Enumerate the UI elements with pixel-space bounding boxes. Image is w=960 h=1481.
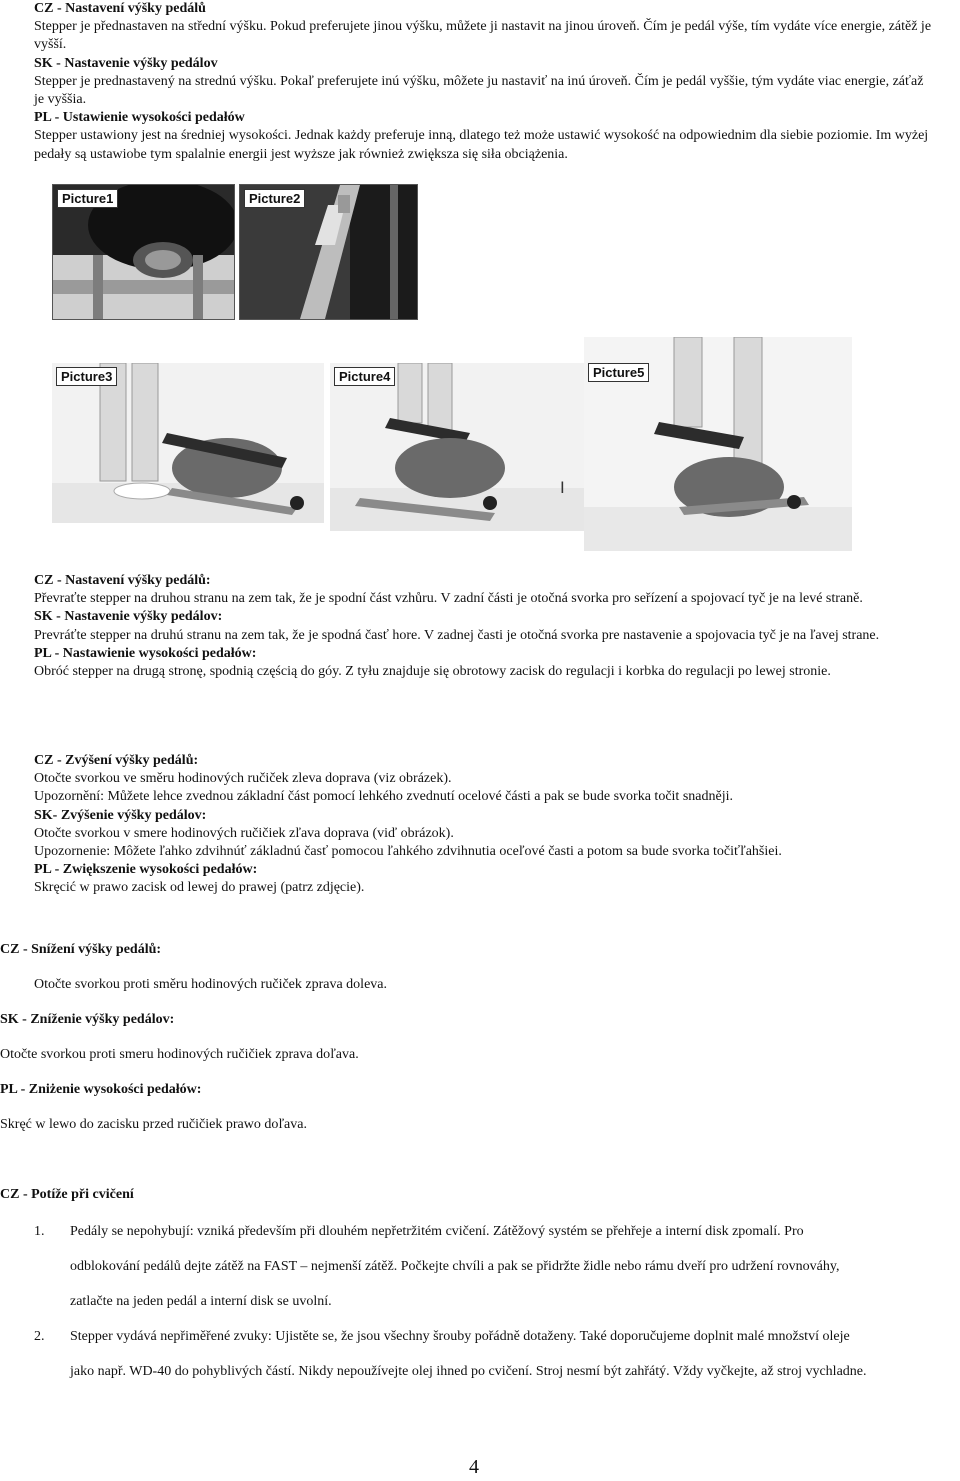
intro-pl-text: Stepper ustawiony jest na średniej wysokości. Jednak każdy preferuje inną, dlatego też może ustawić wysokość na odpowiednim dla siebie poziomie. Im wyżej pedały są ustawiobe tym spalalnie energii jest wyższe jak również zwiększa się siła obciążenia. xyxy=(34,128,929,162)
trouble-1-line-3: zatlačte na jeden pedál a interní disk se uvolní. xyxy=(70,1294,332,1309)
setup-section xyxy=(34,572,934,681)
decrease-sk-title: SK - Zníženie výšky pedálov: xyxy=(0,1012,175,1027)
setup-pl-text: Obróć stepper na drugą stronę, spodnią częścią do góy. Z tyłu znajduje się obrotowy zacisk do regulacji i korbka do regulacji po lewej stronie. xyxy=(34,664,831,680)
picture-5 xyxy=(584,337,852,551)
page-number: 4 xyxy=(469,1456,479,1478)
increase-sk-line1: Otočte svorkou v smere hodinových ručičiek zľava doprava (viď obrázok). xyxy=(34,825,454,841)
picture-3 xyxy=(52,363,324,523)
decrease-sk-text: Otočte svorkou proti smeru hodinových ručičiek zprava doľava. xyxy=(0,1047,359,1062)
decrease-cz-title xyxy=(0,942,161,958)
picture-4-image xyxy=(330,363,586,531)
setup-cz-title: CZ - Nastavení výšky pedálů: xyxy=(34,573,211,588)
troubles-title: CZ - Potíže při cvičení xyxy=(0,1187,134,1202)
increase-cz-line1: Otočte svorkou ve směru hodinových ručiček zleva doprava (viz obrázek). xyxy=(34,771,452,787)
intro-sk-title: SK - Nastavenie výšky pedálov xyxy=(34,55,218,71)
setup-cz-text: Převraťte stepper na druhou stranu na zem tak, že je spodní část vzhůru. V zadní části je otočná svorka pro seřízení a spojovací tyč je na levé straně. xyxy=(34,591,863,607)
picture-4-label: Picture4 xyxy=(334,367,395,386)
picture-5-label: Picture5 xyxy=(588,363,649,382)
increase-sk-line2: Upozornenie: Môžete ľahko zdvihnúť základnú časť pomocou ľahkého zdvihnutia oceľové časti a potom sa bude svorka točiťľahšiei. xyxy=(34,844,782,860)
picture-1-label: Picture1 xyxy=(57,189,118,208)
trouble-1-number: 1. xyxy=(34,1224,45,1239)
trouble-2-line-1: Stepper vydává nepřiměřené zvuky: Ujistěte se, že jsou všechny šrouby pořádně dotaženy. Také doporučujeme doplnit malé množství oleje xyxy=(70,1329,850,1344)
decrease-cz-text: Otočte svorkou proti směru hodinových ručiček zprava doleva. xyxy=(34,977,388,992)
trouble-2-line-2: jako např. WD-40 do pohyblivých částí. Nikdy nepoužívejte olej ihned po cvičení. Stroj nesmí být zahřátý. Vždy vyčkejte, až stroj vychladne. xyxy=(70,1364,867,1379)
setup-pl-title: PL - Nastawienie wysokości pedałów: xyxy=(34,645,257,661)
setup-sk-text: Prevráťte stepper na druhú stranu na zem tak, že je spodná časť hore. V zadnej časti je otočná svorka pre nastavenie a spojovacia tyč je na ľavej strane. xyxy=(34,627,880,643)
decrease-pl-title: PL - Zniżenie wysokości pedałów: xyxy=(0,1082,202,1097)
picture-3-image xyxy=(52,363,324,523)
intro-pl-title: PL - Ustawienie wysokości pedałów xyxy=(34,110,245,126)
intro-cz-text: Stepper je přednastaven na střední výšku. Pokud preferujete jinou výšku, můžete ji nastavit na jinou úroveň. Čím je pedál výše, tím vydáte více energie, zátěž je vyšší. xyxy=(34,19,932,53)
picture-3-label: Picture3 xyxy=(56,367,117,386)
trouble-1-line-1: Pedály se nepohybují: vzniká především při dlouhém nepřetržitém cvičení. Zátěžový systém se přehřeje a interní disk zpomalí. Pro xyxy=(70,1224,804,1239)
picture-2-label: Picture2 xyxy=(244,189,305,208)
intro-cz-title: CZ - Nastavení výšky pedálů xyxy=(34,1,206,16)
increase-sk-title: SK- Zvýšenie výšky pedálov: xyxy=(34,807,207,823)
setup-sk-title: SK - Nastavenie výšky pedálov: xyxy=(34,609,223,625)
picture-2 xyxy=(239,184,418,320)
text-cursor-icon: I xyxy=(560,478,565,497)
decrease-pl-text: Skręć w lewo do zacisku przed ručičiek prawo doľava. xyxy=(0,1117,307,1132)
trouble-2-number: 2. xyxy=(34,1329,45,1344)
picture-4 xyxy=(330,363,586,531)
intro-sk-text: Stepper je prednastavený na strednú výšku. Pokaľ preferujete inú výšku, môžete ju nastaviť na inú úroveň. Čím je pedál vyššie, tým vydáte viac energie, záťaž je vyššia. xyxy=(34,73,924,108)
increase-cz-title: CZ - Zvýšení výšky pedálů: xyxy=(34,753,199,768)
increase-cz-line2: Upozornění: Můžete lehce zvednou základní část pomocí lehkého zvednutí ocelové části a pak se bude svorka točit snadněji. xyxy=(34,789,733,805)
picture-1 xyxy=(52,184,235,320)
intro-section xyxy=(34,0,934,164)
increase-pl-title: PL - Zwiększenie wysokości pedałów: xyxy=(34,862,258,878)
increase-section xyxy=(34,752,954,898)
increase-pl-line1: Skręcić w prawo zacisk od lewej do prawej (patrz zdjęcie). xyxy=(34,880,365,896)
trouble-1-line-2: odblokování pedálů dejte zátěž na FAST – nejmenší zátěž. Počkejte chvíli a pak se přidržte židle nebo rámu dveří pro udržení rovnováhy, xyxy=(70,1259,840,1274)
decrease-cz-title-text: CZ - Snížení výšky pedálů: xyxy=(0,942,162,957)
